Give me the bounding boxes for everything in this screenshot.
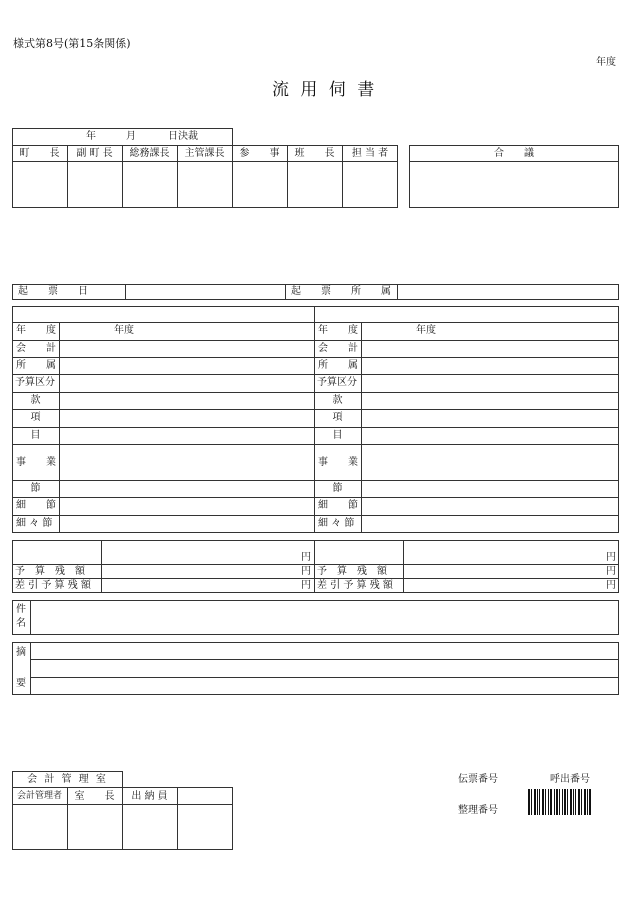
summary-box [12,642,619,695]
role-counselor: 参 事 [239,148,280,159]
left-diff-yen: 円 [301,580,311,591]
left-business-label: 事 業 [16,457,56,468]
left-transfer-amount-yen: 円 [301,552,311,563]
draft-dept-label: 起 票 所 属 [291,286,391,297]
page-title: 流 用 伺 書 [272,80,378,100]
right-diff-yen: 円 [606,580,616,591]
right-fiscal-year-label: 年 度 [318,325,358,336]
left-account-label: 会 計 [16,343,56,354]
right-account-label: 会 計 [318,343,358,354]
role-cashier: 出 納 員 [131,791,168,802]
left-budget-class-label: 予算区分 [15,377,55,388]
subject-label-1: 件 [16,604,26,615]
left-balance-label: 予 算 残 額 [15,566,85,577]
role-general-affairs-chief: 総務課長 [129,148,170,159]
right-budget-class-label: 予算区分 [317,377,357,388]
left-balance-yen: 円 [301,566,311,577]
left-department-label: 所 属 [16,360,56,371]
left-diff-label: 差 引 予 算 残 額 [15,580,91,591]
right-department-label: 所 属 [318,360,358,371]
decision-date-box [12,128,233,146]
right-transfer-amount-yen: 円 [606,552,616,563]
accounting-office-title: 会 計 管 理 室 [27,774,108,785]
role-mayor: 町 長 [19,148,60,159]
right-moku-label: 目 [332,430,343,441]
summary-label-2: 要 [16,678,26,689]
left-fiscal-year-label: 年 度 [16,325,56,336]
role-department-chief: 主管課長 [184,148,225,159]
role-office-chief: 室 長 [74,791,115,802]
draft-date-label: 起 票 日 [18,286,88,297]
role-group-leader: 班 長 [294,148,335,159]
left-kan-label: 款 [30,395,41,406]
left-saisetsu-label: 細 節 [16,500,56,511]
role-deputy-mayor: 副 町 長 [76,148,113,159]
fiscal-year-label: 年度 [596,57,616,68]
form-number: 様式第8号(第15条関係) [13,37,131,50]
decision-year: 年 [86,131,96,142]
consultation-label: 合 議 [494,148,534,159]
right-fiscal-year-value: 年度 [416,325,436,336]
left-moku-label: 目 [30,430,41,441]
decision-month: 月 [126,131,136,142]
right-kan-label: 款 [332,395,343,406]
reference-number-label: 整理番号 [458,805,498,816]
right-business-label: 事 業 [318,457,358,468]
slip-number-label: 伝票番号 [458,774,498,785]
right-balance-yen: 円 [606,566,616,577]
role-accounting-manager: 会計管理者 [16,791,62,801]
left-setsu-label: 節 [30,483,41,494]
left-kou-label: 項 [30,412,41,423]
right-kou-label: 項 [332,412,343,423]
call-number-label: 呼出番号 [550,774,590,785]
barcode-icon [528,789,591,815]
role-person-in-charge: 担 当 者 [351,148,389,159]
left-fiscal-year-value: 年度 [114,325,134,336]
right-saisetsu-label: 細 節 [318,500,358,511]
decision-day: 日決裁 [168,131,198,142]
subject-label-2: 名 [16,618,26,629]
subject-box [12,600,619,635]
right-saisaisetsu-label: 細 々 節 [318,518,355,529]
right-diff-label: 差 引 予 算 残 額 [317,580,393,591]
summary-label-1: 摘 [16,647,26,658]
right-setsu-label: 節 [332,483,343,494]
left-saisaisetsu-label: 細 々 節 [16,518,53,529]
right-balance-label: 予 算 残 額 [317,566,387,577]
amounts-table [12,540,619,593]
